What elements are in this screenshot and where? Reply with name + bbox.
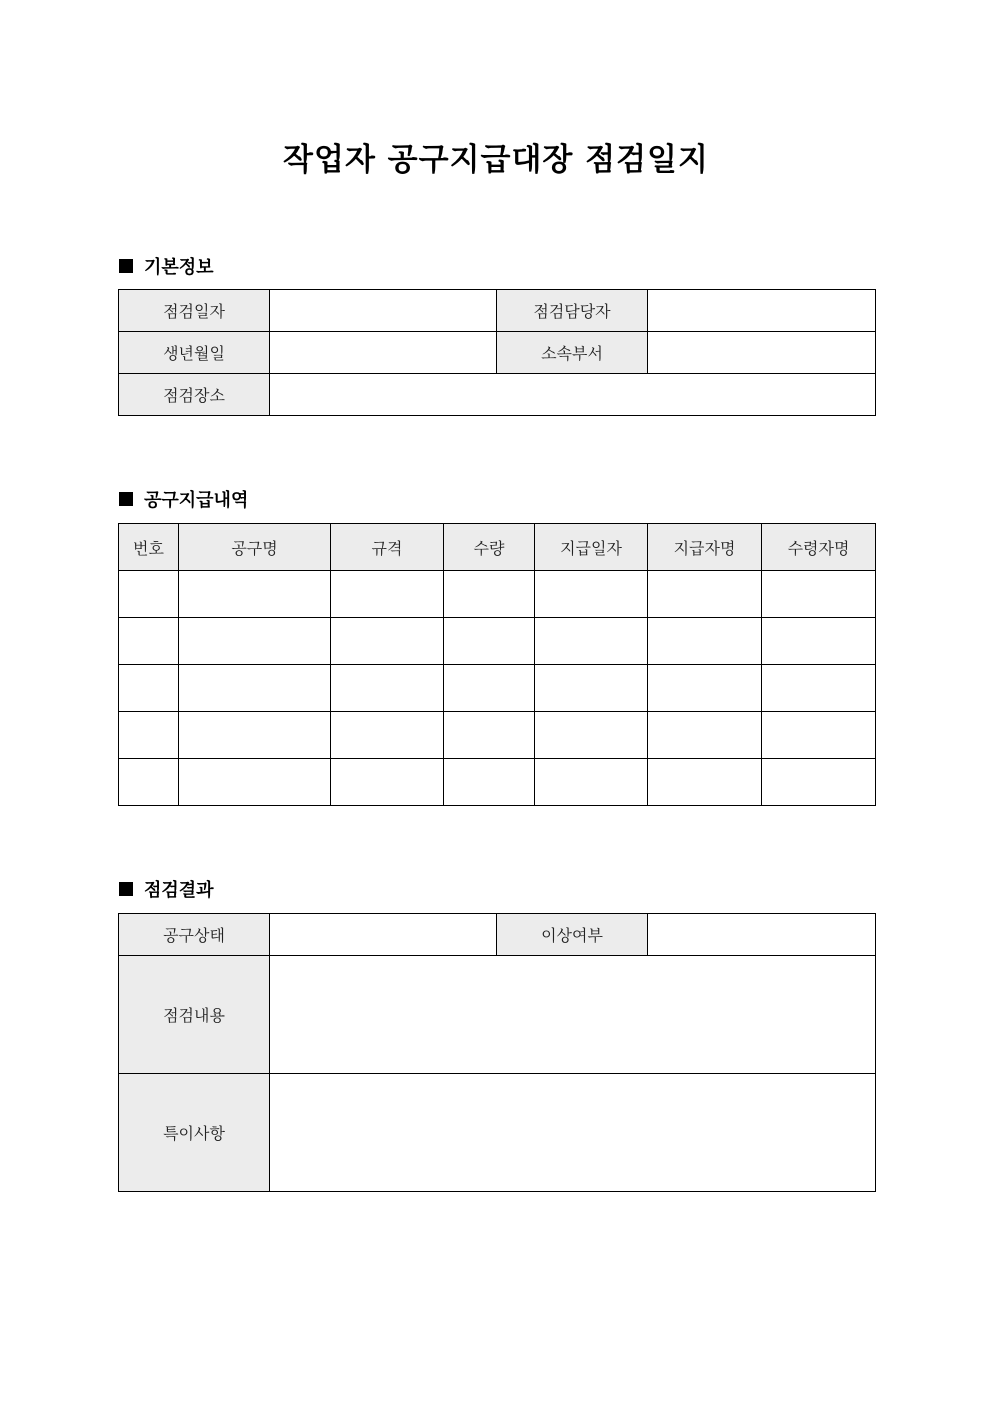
label-birth-date: 생년월일 bbox=[119, 332, 270, 374]
table-row bbox=[119, 759, 876, 806]
inspection-result-table bbox=[118, 913, 876, 1192]
table-cell[interactable] bbox=[179, 665, 331, 712]
table-cell[interactable] bbox=[535, 571, 648, 618]
table-cell[interactable] bbox=[648, 618, 762, 665]
inspector-field[interactable] bbox=[648, 290, 876, 332]
department-field[interactable] bbox=[648, 332, 876, 374]
table-cell[interactable] bbox=[119, 618, 179, 665]
label-tool-status: 공구상태 bbox=[119, 914, 270, 956]
square-bullet-icon bbox=[119, 882, 133, 896]
table-cell[interactable] bbox=[331, 759, 444, 806]
label-inspector: 점검담당자 bbox=[497, 290, 648, 332]
table-cell[interactable] bbox=[444, 665, 535, 712]
column-header-spec: 규격 bbox=[331, 524, 444, 571]
section-title-basic: 기본정보 bbox=[144, 257, 214, 278]
table-cell[interactable] bbox=[179, 759, 331, 806]
table-cell[interactable] bbox=[444, 712, 535, 759]
table-row bbox=[119, 956, 876, 1074]
abnormality-field[interactable] bbox=[648, 914, 876, 956]
table-cell[interactable] bbox=[331, 618, 444, 665]
table-row bbox=[119, 1074, 876, 1192]
table-cell[interactable] bbox=[762, 665, 876, 712]
table-cell[interactable] bbox=[648, 665, 762, 712]
table-cell[interactable] bbox=[331, 665, 444, 712]
table-cell[interactable] bbox=[762, 712, 876, 759]
table-row bbox=[119, 374, 876, 416]
column-header-quantity: 수량 bbox=[444, 524, 535, 571]
section-heading-tools bbox=[119, 486, 248, 512]
table-row bbox=[119, 618, 876, 665]
table-cell[interactable] bbox=[444, 571, 535, 618]
column-header-receiver: 수령자명 bbox=[762, 524, 876, 571]
table-cell[interactable] bbox=[762, 571, 876, 618]
table-cell[interactable] bbox=[119, 759, 179, 806]
section-title-result: 점검결과 bbox=[144, 880, 214, 901]
table-cell[interactable] bbox=[331, 712, 444, 759]
label-remarks: 특이사항 bbox=[119, 1074, 270, 1192]
tool-status-field[interactable] bbox=[270, 914, 497, 956]
remarks-field[interactable] bbox=[270, 1074, 876, 1192]
basic-info-table bbox=[118, 289, 876, 416]
section-heading-basic bbox=[119, 253, 214, 279]
inspection-date-field[interactable] bbox=[270, 290, 497, 332]
label-abnormality: 이상여부 bbox=[497, 914, 648, 956]
table-cell[interactable] bbox=[535, 618, 648, 665]
table-row bbox=[119, 290, 876, 332]
table-header-row bbox=[119, 524, 876, 571]
table-cell[interactable] bbox=[535, 759, 648, 806]
inspection-place-field[interactable] bbox=[270, 374, 876, 416]
column-header-tool-name: 공구명 bbox=[179, 524, 331, 571]
column-header-issuer: 지급자명 bbox=[648, 524, 762, 571]
table-cell[interactable] bbox=[535, 665, 648, 712]
table-cell[interactable] bbox=[331, 571, 444, 618]
table-row bbox=[119, 665, 876, 712]
square-bullet-icon bbox=[119, 259, 133, 273]
section-heading-result bbox=[119, 876, 214, 902]
table-cell[interactable] bbox=[762, 618, 876, 665]
section-title-tools: 공구지급내역 bbox=[144, 490, 249, 511]
label-inspection-date: 점검일자 bbox=[119, 290, 270, 332]
table-cell[interactable] bbox=[119, 712, 179, 759]
label-inspection-content: 점검내용 bbox=[119, 956, 270, 1074]
table-cell[interactable] bbox=[179, 571, 331, 618]
table-cell[interactable] bbox=[648, 712, 762, 759]
tool-issue-table bbox=[118, 523, 876, 806]
table-row bbox=[119, 914, 876, 956]
table-cell[interactable] bbox=[648, 759, 762, 806]
table-cell[interactable] bbox=[648, 571, 762, 618]
column-header-no: 번호 bbox=[119, 524, 179, 571]
table-cell[interactable] bbox=[444, 618, 535, 665]
page-title: 작업자 공구지급대장 점검일지 bbox=[283, 142, 709, 178]
column-header-issue-date: 지급일자 bbox=[535, 524, 648, 571]
table-cell[interactable] bbox=[535, 712, 648, 759]
table-cell[interactable] bbox=[119, 571, 179, 618]
table-row bbox=[119, 571, 876, 618]
square-bullet-icon bbox=[119, 492, 133, 506]
table-cell[interactable] bbox=[179, 712, 331, 759]
table-cell[interactable] bbox=[762, 759, 876, 806]
table-cell[interactable] bbox=[119, 665, 179, 712]
table-row bbox=[119, 332, 876, 374]
table-cell[interactable] bbox=[179, 618, 331, 665]
table-cell[interactable] bbox=[444, 759, 535, 806]
label-department: 소속부서 bbox=[497, 332, 648, 374]
inspection-content-field[interactable] bbox=[270, 956, 876, 1074]
table-row bbox=[119, 712, 876, 759]
birth-date-field[interactable] bbox=[270, 332, 497, 374]
label-inspection-place: 점검장소 bbox=[119, 374, 270, 416]
